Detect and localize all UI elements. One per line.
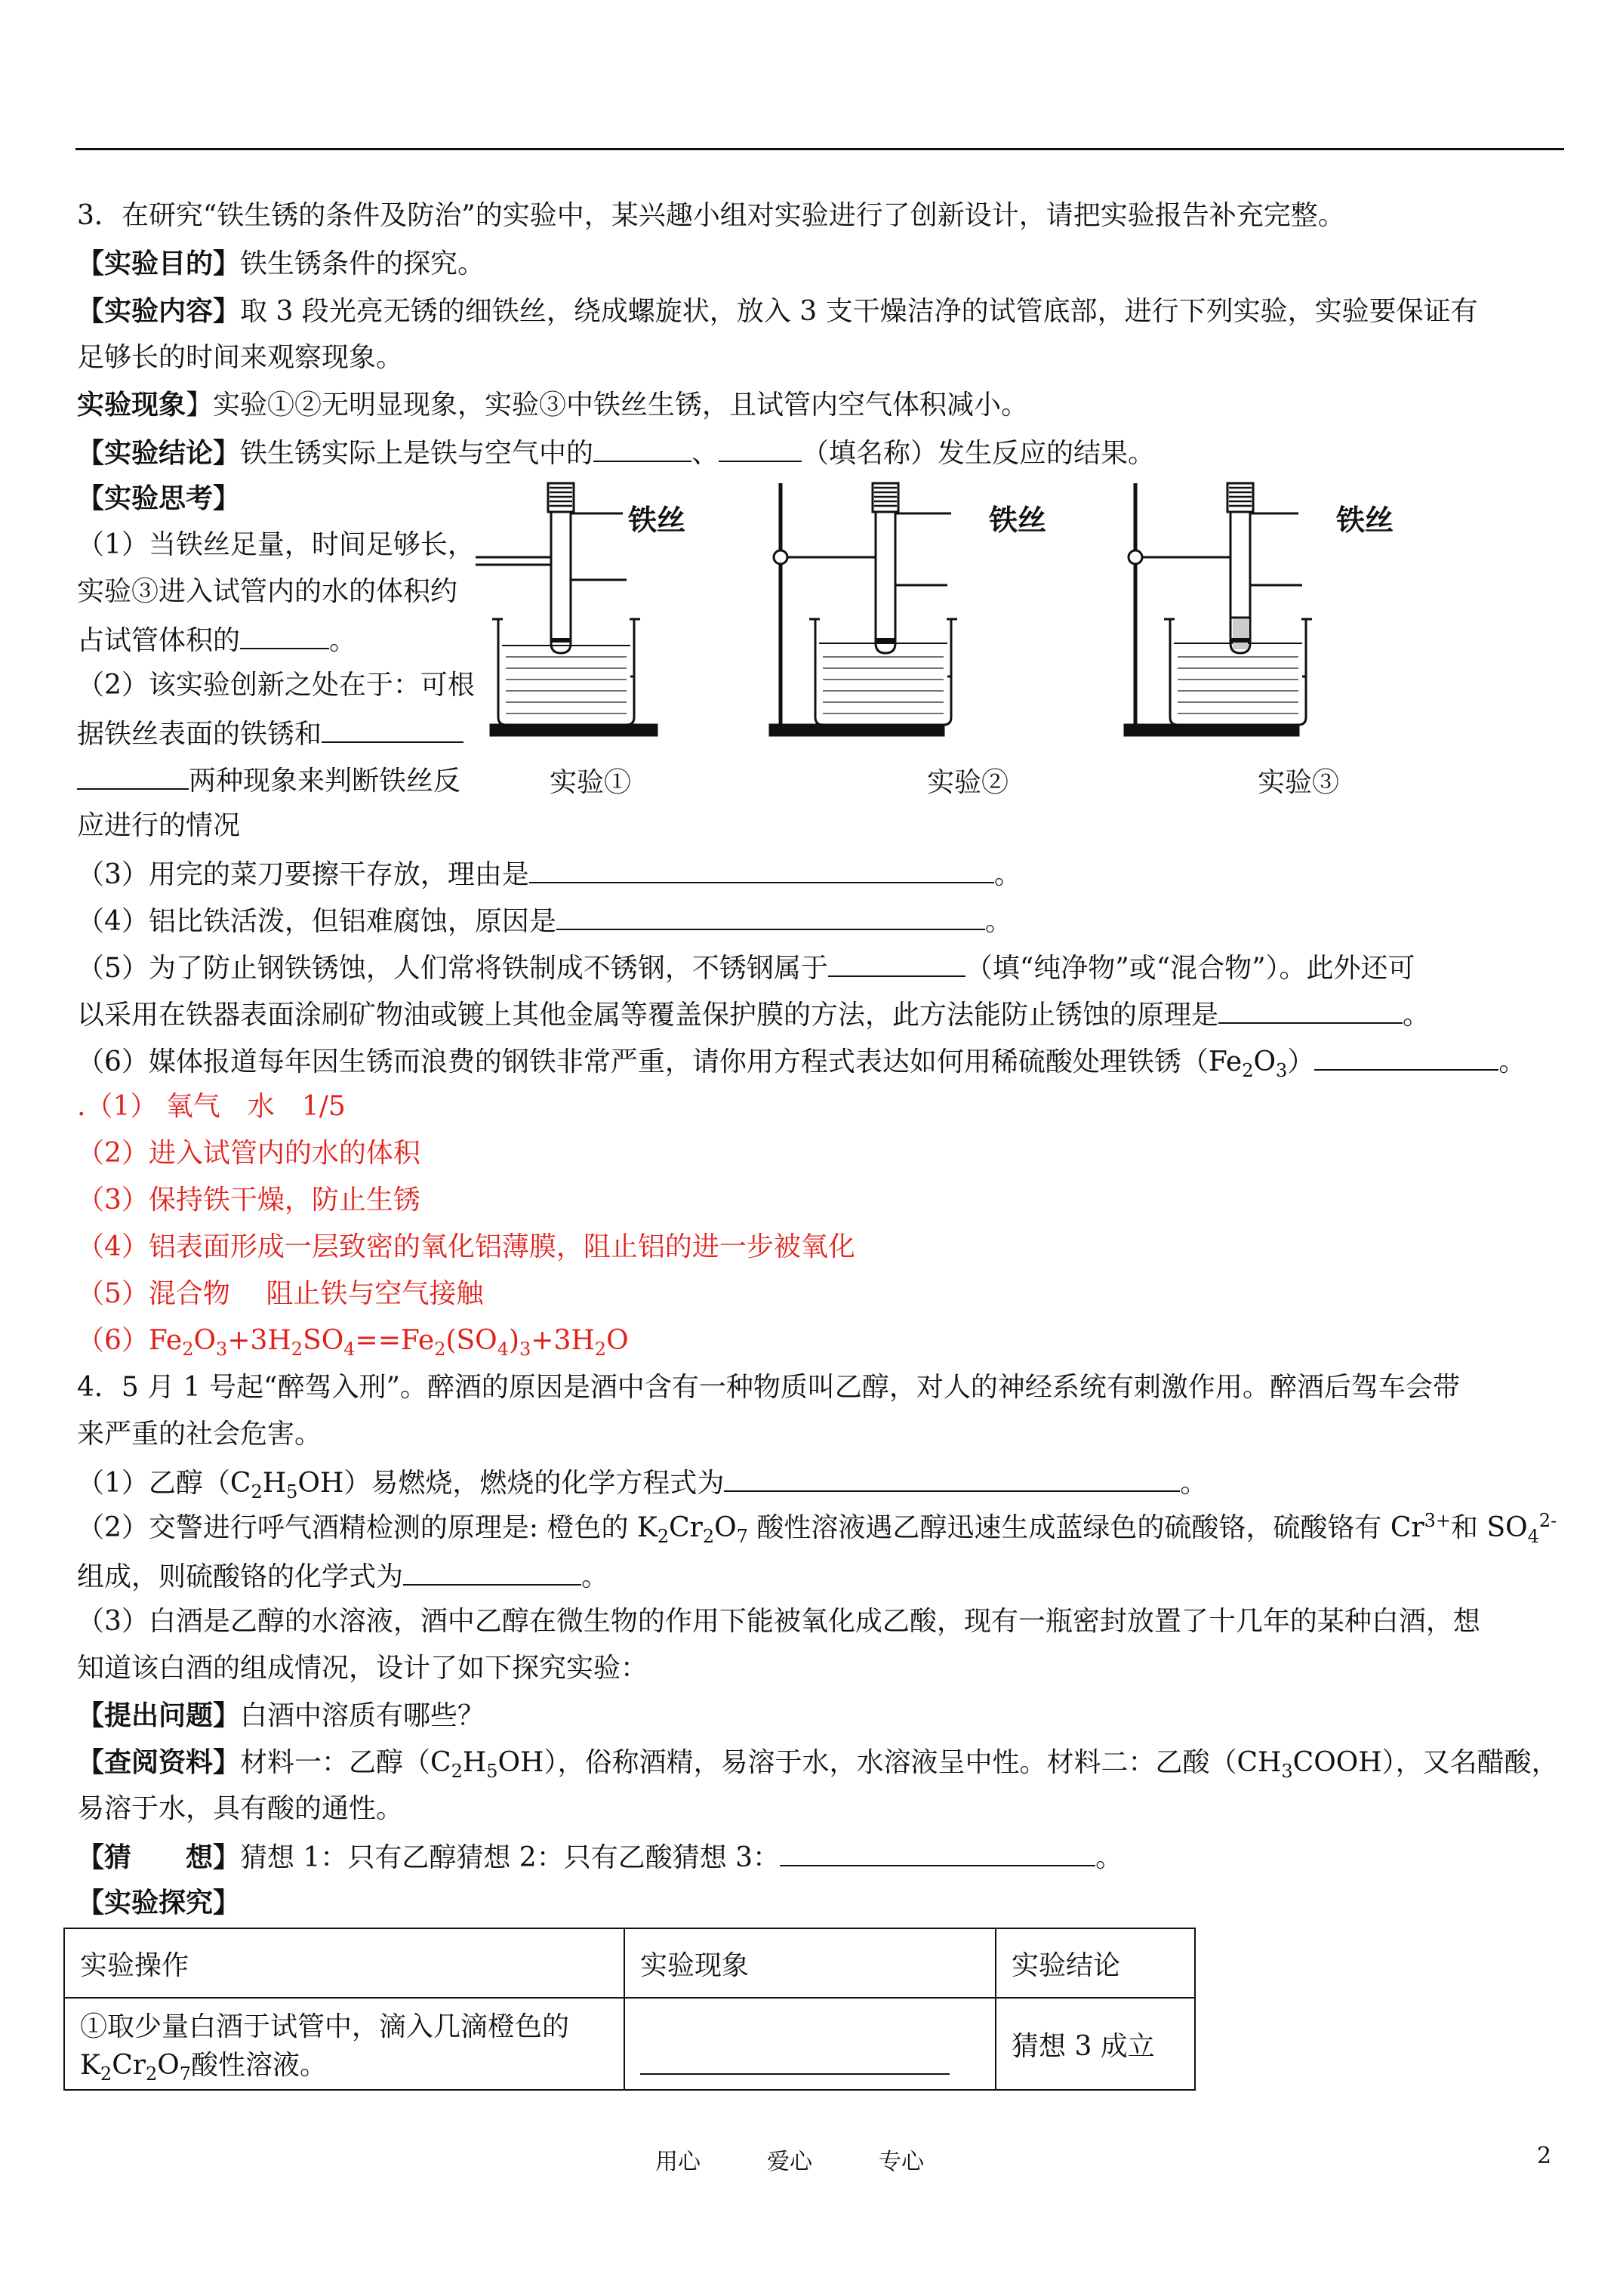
answer-4: （4）铝表面形成一层致密的氧化铝薄膜，阻止铝的进一步被氧化: [77, 1231, 855, 1262]
op-sub: 2: [145, 2063, 158, 2085]
answer-1: .（1） 氧气 水 1/5: [77, 1091, 346, 1122]
experiment-table: [63, 1928, 1196, 2091]
t2-b-text: 据铁丝表面的铁锈和: [77, 719, 322, 750]
question-text: 白酒中溶质有哪些？: [240, 1700, 485, 1731]
answer-2: （2）进入试管内的水的体积: [77, 1138, 420, 1169]
p1-sub: 2: [251, 1481, 263, 1503]
q3-conclusion: [77, 433, 1155, 472]
table-header-cell: 实验结论: [996, 1928, 1195, 1998]
p1-sub: 5: [286, 1481, 298, 1503]
wire-label-1: 铁丝: [628, 504, 686, 537]
p2-part: 和 SO: [1451, 1512, 1528, 1543]
q3-t2-c: [77, 761, 460, 800]
q3-t1-b: 实验③进入试管内的水的体积约: [77, 576, 458, 607]
table-header-row: [64, 1928, 1195, 1998]
q4-reference-2: 易溶于水，具有酸的通性。: [77, 1793, 404, 1824]
blank-table-phenomenon[interactable]: [640, 2046, 950, 2075]
conclusion-text-a: 铁生锈实际上是铁与空气中的: [240, 438, 594, 469]
table-cell-conclusion: 猜想 3 成立: [996, 1998, 1195, 2090]
q3-t1-c: [77, 621, 356, 659]
p1-part: H: [262, 1468, 287, 1499]
blank-p1[interactable]: [724, 1463, 1180, 1492]
q3-t4: [77, 901, 1012, 940]
a6-part: O: [193, 1325, 217, 1356]
q3-t1-a: （1）当铁丝足量，时间足够长，: [77, 529, 475, 560]
q4-intro-2: 来严重的社会危害。: [77, 1419, 322, 1450]
blank-p2[interactable]: [403, 1557, 581, 1586]
q3-t3: [77, 855, 1021, 893]
t4-end: 。: [984, 906, 1012, 937]
q4-p1: [77, 1463, 1207, 1502]
answer-3: （3）保持铁干燥，防止生锈: [77, 1185, 420, 1216]
blank-t2-2[interactable]: [77, 761, 189, 790]
q3-t2-a: （2）该实验创新之处在于：可根: [77, 670, 475, 701]
q4-p3-a: （3）白酒是乙醇的水溶液，酒中乙醇在微生物的作用下能被氧化成乙酸，现有一瓶密封放置了十几年的某种白酒，想: [77, 1606, 1480, 1637]
q4-p2-b: [77, 1557, 608, 1595]
t6-end: 。: [1498, 1046, 1526, 1077]
p2-sub: 2: [657, 1526, 670, 1548]
q4-guess: [77, 1838, 1123, 1876]
table-row: [64, 1998, 1195, 2090]
a6-sub: 2: [434, 1339, 446, 1361]
p2-sub: 7: [736, 1526, 748, 1548]
ref-label: 【查阅资料】: [77, 1746, 241, 1778]
t5-c-text: 以采用在铁器表面涂刷矿物油或镀上其他金属等覆盖保护膜的方法，此方法能防止锈蚀的原理是: [77, 1000, 1219, 1031]
a6-part: +3H: [531, 1325, 595, 1356]
a6-sub: 4: [497, 1339, 509, 1361]
thinking-label: 【实验思考】: [77, 482, 241, 514]
q4-intro-1: 4．5 月 1 号起“醉驾入刑”。醉酒的原因是酒中含有一种物质叫乙醇，对人的神经系统有刺激作用。醉酒后驾车会带: [77, 1372, 1460, 1403]
blank-conclusion-1[interactable]: [593, 433, 691, 462]
q3-thinking-label: [77, 480, 240, 517]
blank-t3[interactable]: [529, 855, 994, 883]
answer-5: （5）混合物 阻止铁与空气接触: [77, 1278, 484, 1309]
a6-sub: 2: [594, 1339, 607, 1361]
table-header-cell: 实验操作: [64, 1928, 624, 1998]
t5-a-text: （5）为了防止钢铁锈蚀，人们常将铁制成不锈钢，不锈钢属于: [77, 953, 828, 984]
experiment-figure: [476, 468, 1434, 747]
q3-t2-b: [77, 714, 463, 753]
answer-6: [77, 1323, 629, 1359]
p1-part: （1）乙醇（C: [77, 1468, 251, 1499]
q4-reference-1: [77, 1744, 1559, 1781]
apparatus-3: [1125, 483, 1312, 735]
op-line-1: ①取少量白酒于试管中，滴入几滴橙色的: [80, 2011, 570, 2042]
t5-b-text: （填“纯净物”或“混合物”）。此外还可: [965, 953, 1415, 984]
t6-o: O: [1253, 1046, 1277, 1077]
t5-end: 。: [1403, 1000, 1431, 1031]
t2-c-text: 两种现象来判断铁丝反: [189, 766, 461, 797]
p2-part: （2）交警进行呼气酒精检测的原理是: 橙色的 K: [77, 1512, 658, 1543]
t3-text: （3）用完的菜刀要擦干存放，理由是: [77, 859, 529, 890]
conclusion-label: 【实验结论】: [77, 437, 241, 469]
p2-sup: 3+: [1424, 1510, 1451, 1531]
t1-c-text: 占试管体积的: [77, 625, 241, 656]
guess-end: 。: [1095, 1842, 1123, 1873]
blank-t1[interactable]: [240, 621, 329, 649]
explore-label: 【实验探究】: [77, 1887, 241, 1918]
table-cell-operation: [64, 1998, 624, 2090]
t4-text: （4）铝比铁活泼，但铝难腐蚀，原因是: [77, 906, 556, 937]
q3-phenomenon: [77, 387, 1028, 424]
q3-content-2: 足够长的时间来观察现象。: [77, 342, 404, 373]
op-sub: 7: [179, 2063, 192, 2085]
ref-sub: 5: [486, 1761, 498, 1783]
op-sub: 2: [100, 2063, 112, 2085]
p2-sub: 4: [1527, 1526, 1539, 1548]
t6-sub-2: 3: [1276, 1060, 1288, 1082]
q4-question: [77, 1697, 485, 1734]
page-number: 2: [1537, 2143, 1552, 2169]
t6-text: （6）媒体报道每年因生锈而浪费的钢铁非常严重，请你用方程式表达如何用稀硫酸处理铁锈（Fe: [77, 1046, 1243, 1077]
p1-end: 。: [1180, 1468, 1208, 1499]
a6-sub: 3: [519, 1339, 531, 1361]
t3-end: 。: [993, 859, 1021, 890]
a6-part: O: [606, 1325, 629, 1356]
p2-end: 。: [581, 1561, 609, 1592]
table-header-cell: 实验现象: [624, 1928, 996, 1998]
question-label: 【提出问题】: [77, 1700, 241, 1731]
op-line-2: [80, 2044, 608, 2085]
q3-intro: 3．在研究“铁生锈的条件及防治”的实验中，某兴趣小组对实验进行了创新设计，请把实验报告补充完整。: [77, 200, 1345, 231]
purpose-text: 铁生锈条件的探究。: [240, 248, 485, 279]
op-part: Cr: [112, 2050, 146, 2081]
p1-part: OH）易燃烧，燃烧的化学方程式为: [297, 1468, 725, 1499]
op-part: K: [80, 2050, 100, 2081]
exp-label-1: 实验①: [550, 767, 632, 798]
ref-part: 材料一：乙醇（C: [240, 1747, 451, 1778]
op-part: 酸性溶液。: [191, 2050, 328, 2081]
a6-part: +3H: [227, 1325, 291, 1356]
phenomenon-text: 】实验①②无明显现象，实验③中铁丝生锈，且试管内空气体积减小。: [186, 390, 1029, 421]
a6-sub: 3: [216, 1339, 228, 1361]
q4-explore-label: [77, 1885, 240, 1922]
blank-t5-1[interactable]: [828, 948, 965, 977]
q3-t2-d: 应进行的情况: [77, 810, 241, 841]
q4-p2-a: [77, 1510, 1557, 1546]
footer-right: 专心: [879, 2149, 924, 2175]
a6-sub: 2: [291, 1339, 303, 1361]
a6-part: SO: [303, 1325, 344, 1356]
footer-left: 用心: [655, 2149, 701, 2175]
table-cell-phenomenon: [624, 1998, 996, 2090]
header-rule: [75, 148, 1564, 150]
q3-t6: [77, 1042, 1526, 1080]
p2-part: Cr: [669, 1512, 703, 1543]
purpose-label: 【实验目的】: [77, 248, 241, 279]
guess-text: 猜想 1：只有乙醇猜想 2：只有乙酸猜想 3：: [240, 1842, 781, 1873]
apparatus-2: [770, 483, 957, 735]
a6-part: （6）Fe: [77, 1325, 183, 1356]
p2-part: 酸性溶液遇乙醇迅速生成蓝绿色的硫酸铬，硫酸铬有 Cr: [747, 1512, 1424, 1543]
blank-t6[interactable]: [1314, 1042, 1498, 1071]
ref-sub: 2: [451, 1761, 463, 1783]
p2-sub: 2: [702, 1526, 715, 1548]
q3-purpose: [77, 245, 485, 282]
p2-part: O: [714, 1512, 737, 1543]
content-label: 【实验内容】: [77, 295, 241, 327]
t6-close: ）: [1287, 1046, 1315, 1077]
t6-sub-1: 2: [1242, 1060, 1254, 1082]
wire-label-2: 铁丝: [989, 504, 1047, 537]
wire-label-3: 铁丝: [1336, 504, 1394, 537]
q4-p3-b: 知道该白酒的组成情况，设计了如下探究实验：: [77, 1653, 648, 1684]
content-text-1: 取 3 段光亮无锈的细铁丝，绕成螺旋状，放入 3 支干燥洁净的试管底部，进行下列实验，实验要保证有: [240, 296, 1478, 327]
p2-f-text: 组成，则硫酸铬的化学式为: [77, 1561, 404, 1592]
guess-label: 【猜 想】: [77, 1841, 241, 1873]
a6-part: ): [508, 1325, 520, 1356]
a6-part: (SO: [445, 1325, 497, 1356]
conclusion-text-c: （填名称）发生反应的结果。: [802, 438, 1156, 469]
blank-conclusion-2[interactable]: [719, 433, 802, 462]
op-part: O: [157, 2050, 180, 2081]
ref-part: OH），俗称酒精，易溶于水，水溶液呈中性。材料二：乙酸（CH: [497, 1747, 1282, 1778]
a6-sub: 2: [182, 1339, 194, 1361]
q3-content-1: [77, 293, 1478, 330]
phenomenon-label: 实验现象: [77, 389, 186, 421]
blank-guess[interactable]: [780, 1838, 1095, 1866]
blank-t2-1[interactable]: [322, 714, 463, 743]
ref-part: H: [462, 1747, 487, 1778]
blank-t5-2[interactable]: [1218, 995, 1403, 1024]
q3-t5-c: [77, 995, 1430, 1034]
footer-mid: 爱心: [767, 2149, 812, 2175]
exp-label-2: 实验②: [927, 767, 1009, 798]
q3-t5-a: [77, 948, 1415, 987]
t1-end: 。: [329, 625, 357, 656]
a6-sub: 4: [343, 1339, 356, 1361]
a6-part: ==Fe: [355, 1325, 435, 1356]
conclusion-sep: 、: [691, 438, 719, 469]
p2-sup: 2-: [1538, 1510, 1557, 1531]
ref-part: COOH），又名醋酸，: [1292, 1747, 1559, 1778]
blank-t4[interactable]: [556, 901, 985, 930]
ref-sub: 3: [1281, 1761, 1293, 1783]
exp-label-3: 实验③: [1258, 767, 1340, 798]
